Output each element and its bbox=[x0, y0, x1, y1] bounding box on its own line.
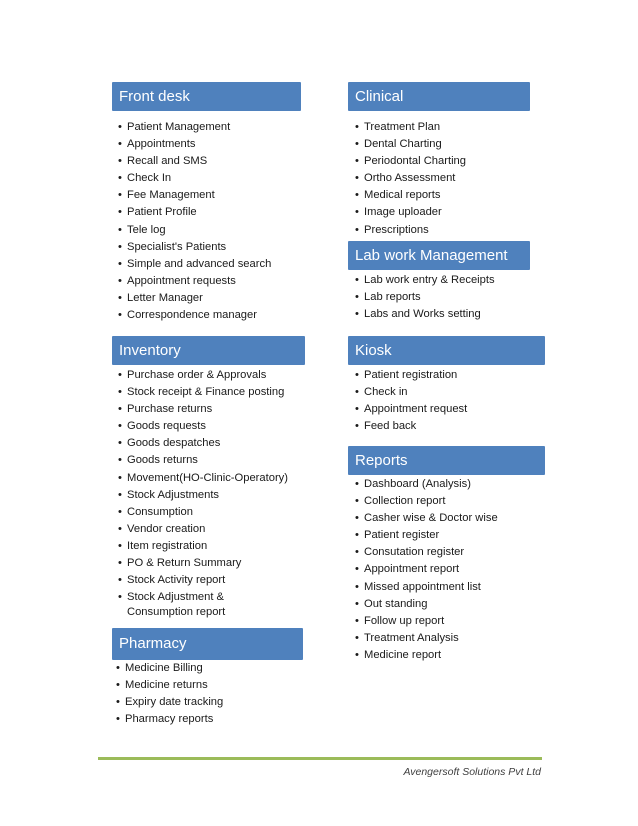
list-item: • Ortho Assessment bbox=[355, 170, 530, 187]
list-item: • Appointment request bbox=[355, 401, 545, 418]
reports-section bbox=[348, 446, 545, 664]
list-item: • Expiry date tracking bbox=[116, 694, 303, 711]
list-item: • Consutation register bbox=[355, 544, 545, 561]
list-item: • Dental Charting bbox=[355, 136, 530, 153]
lab-work-list bbox=[355, 272, 530, 323]
front-desk-header: Front desk bbox=[112, 82, 301, 111]
list-item: • Simple and advanced search bbox=[118, 256, 301, 273]
clinical-list bbox=[355, 119, 530, 239]
list-item: • Letter Manager bbox=[118, 290, 301, 307]
list-item: • Lab work entry & Receipts bbox=[355, 272, 530, 289]
list-item: • Medical reports bbox=[355, 187, 530, 204]
list-item: • Medicine report bbox=[355, 647, 545, 664]
list-item: • PO & Return Summary bbox=[118, 555, 305, 572]
list-item: • Patient Management bbox=[118, 119, 301, 136]
list-item: • Movement(HO-Clinic-Operatory) bbox=[118, 470, 305, 487]
kiosk-list bbox=[355, 367, 545, 435]
list-item: • Dashboard (Analysis) bbox=[355, 476, 545, 493]
list-item-line: • Stock Adjustment & bbox=[127, 591, 225, 604]
list-item: • Fee Management bbox=[118, 187, 301, 204]
lab-work-header: Lab work Management bbox=[348, 241, 530, 270]
list-item: • Feed back bbox=[355, 418, 545, 435]
list-item: • Patient register bbox=[355, 527, 545, 544]
list-item: • Goods despatches bbox=[118, 435, 305, 452]
list-item: • Pharmacy reports bbox=[116, 711, 303, 728]
list-item: • Tele log bbox=[118, 222, 301, 239]
list-item-line: Consumption report bbox=[127, 606, 226, 619]
list-item: • Goods returns bbox=[118, 452, 305, 469]
list-item: • Medicine returns bbox=[116, 677, 303, 694]
pharmacy-header: Pharmacy bbox=[112, 628, 303, 660]
footer-divider bbox=[98, 757, 542, 760]
list-item: • Casher wise & Doctor wise bbox=[355, 510, 545, 527]
list-item: • Correspondence manager bbox=[118, 307, 301, 324]
list-item: • Item registration bbox=[118, 538, 305, 555]
list-item: • Prescriptions bbox=[355, 222, 530, 239]
list-item: • Treatment Plan bbox=[355, 119, 530, 136]
kiosk-section bbox=[348, 336, 545, 435]
list-item: • Missed appointment list bbox=[355, 579, 545, 596]
list-item: • Consumption bbox=[118, 504, 305, 521]
pharmacy-list bbox=[116, 660, 303, 728]
list-item: • Treatment Analysis bbox=[355, 630, 545, 647]
lab-work-section bbox=[348, 241, 530, 323]
list-item: • Image uploader bbox=[355, 204, 530, 221]
list-item: • Check in bbox=[355, 384, 545, 401]
list-item bbox=[118, 590, 305, 620]
reports-list bbox=[355, 476, 545, 664]
inventory-section bbox=[112, 336, 305, 620]
clinical-section bbox=[348, 82, 530, 239]
list-item: • Patient Profile bbox=[118, 204, 301, 221]
list-item: • Collection report bbox=[355, 493, 545, 510]
inventory-header: Inventory bbox=[112, 336, 305, 365]
list-item: • Purchase returns bbox=[118, 401, 305, 418]
list-item: • Check In bbox=[118, 170, 301, 187]
list-item: • Stock Adjustments bbox=[118, 487, 305, 504]
list-item: • Appointment requests bbox=[118, 273, 301, 290]
list-item: • Medicine Billing bbox=[116, 660, 303, 677]
inventory-list bbox=[118, 367, 305, 620]
list-item: • Stock Activity report bbox=[118, 572, 305, 589]
list-item: • Labs and Works setting bbox=[355, 306, 530, 323]
list-item: • Lab reports bbox=[355, 289, 530, 306]
list-item: • Periodontal Charting bbox=[355, 153, 530, 170]
list-item: • Patient registration bbox=[355, 367, 545, 384]
list-item: • Out standing bbox=[355, 596, 545, 613]
list-item: • Appointment report bbox=[355, 561, 545, 578]
kiosk-header: Kiosk bbox=[348, 336, 545, 365]
clinical-header: Clinical bbox=[348, 82, 530, 111]
footer-company: Avengersoft Solutions Pvt Ltd bbox=[403, 766, 541, 778]
list-item: • Vendor creation bbox=[118, 521, 305, 538]
front-desk-section bbox=[112, 82, 301, 324]
list-item: • Appointments bbox=[118, 136, 301, 153]
list-item: • Goods requests bbox=[118, 418, 305, 435]
list-item: • Purchase order & Approvals bbox=[118, 367, 305, 384]
list-item: • Follow up report bbox=[355, 613, 545, 630]
reports-header: Reports bbox=[348, 446, 545, 475]
list-item: • Recall and SMS bbox=[118, 153, 301, 170]
front-desk-list bbox=[118, 119, 301, 324]
list-item: • Stock receipt & Finance posting bbox=[118, 384, 305, 401]
pharmacy-section bbox=[112, 628, 303, 728]
list-item: • Specialist's Patients bbox=[118, 239, 301, 256]
